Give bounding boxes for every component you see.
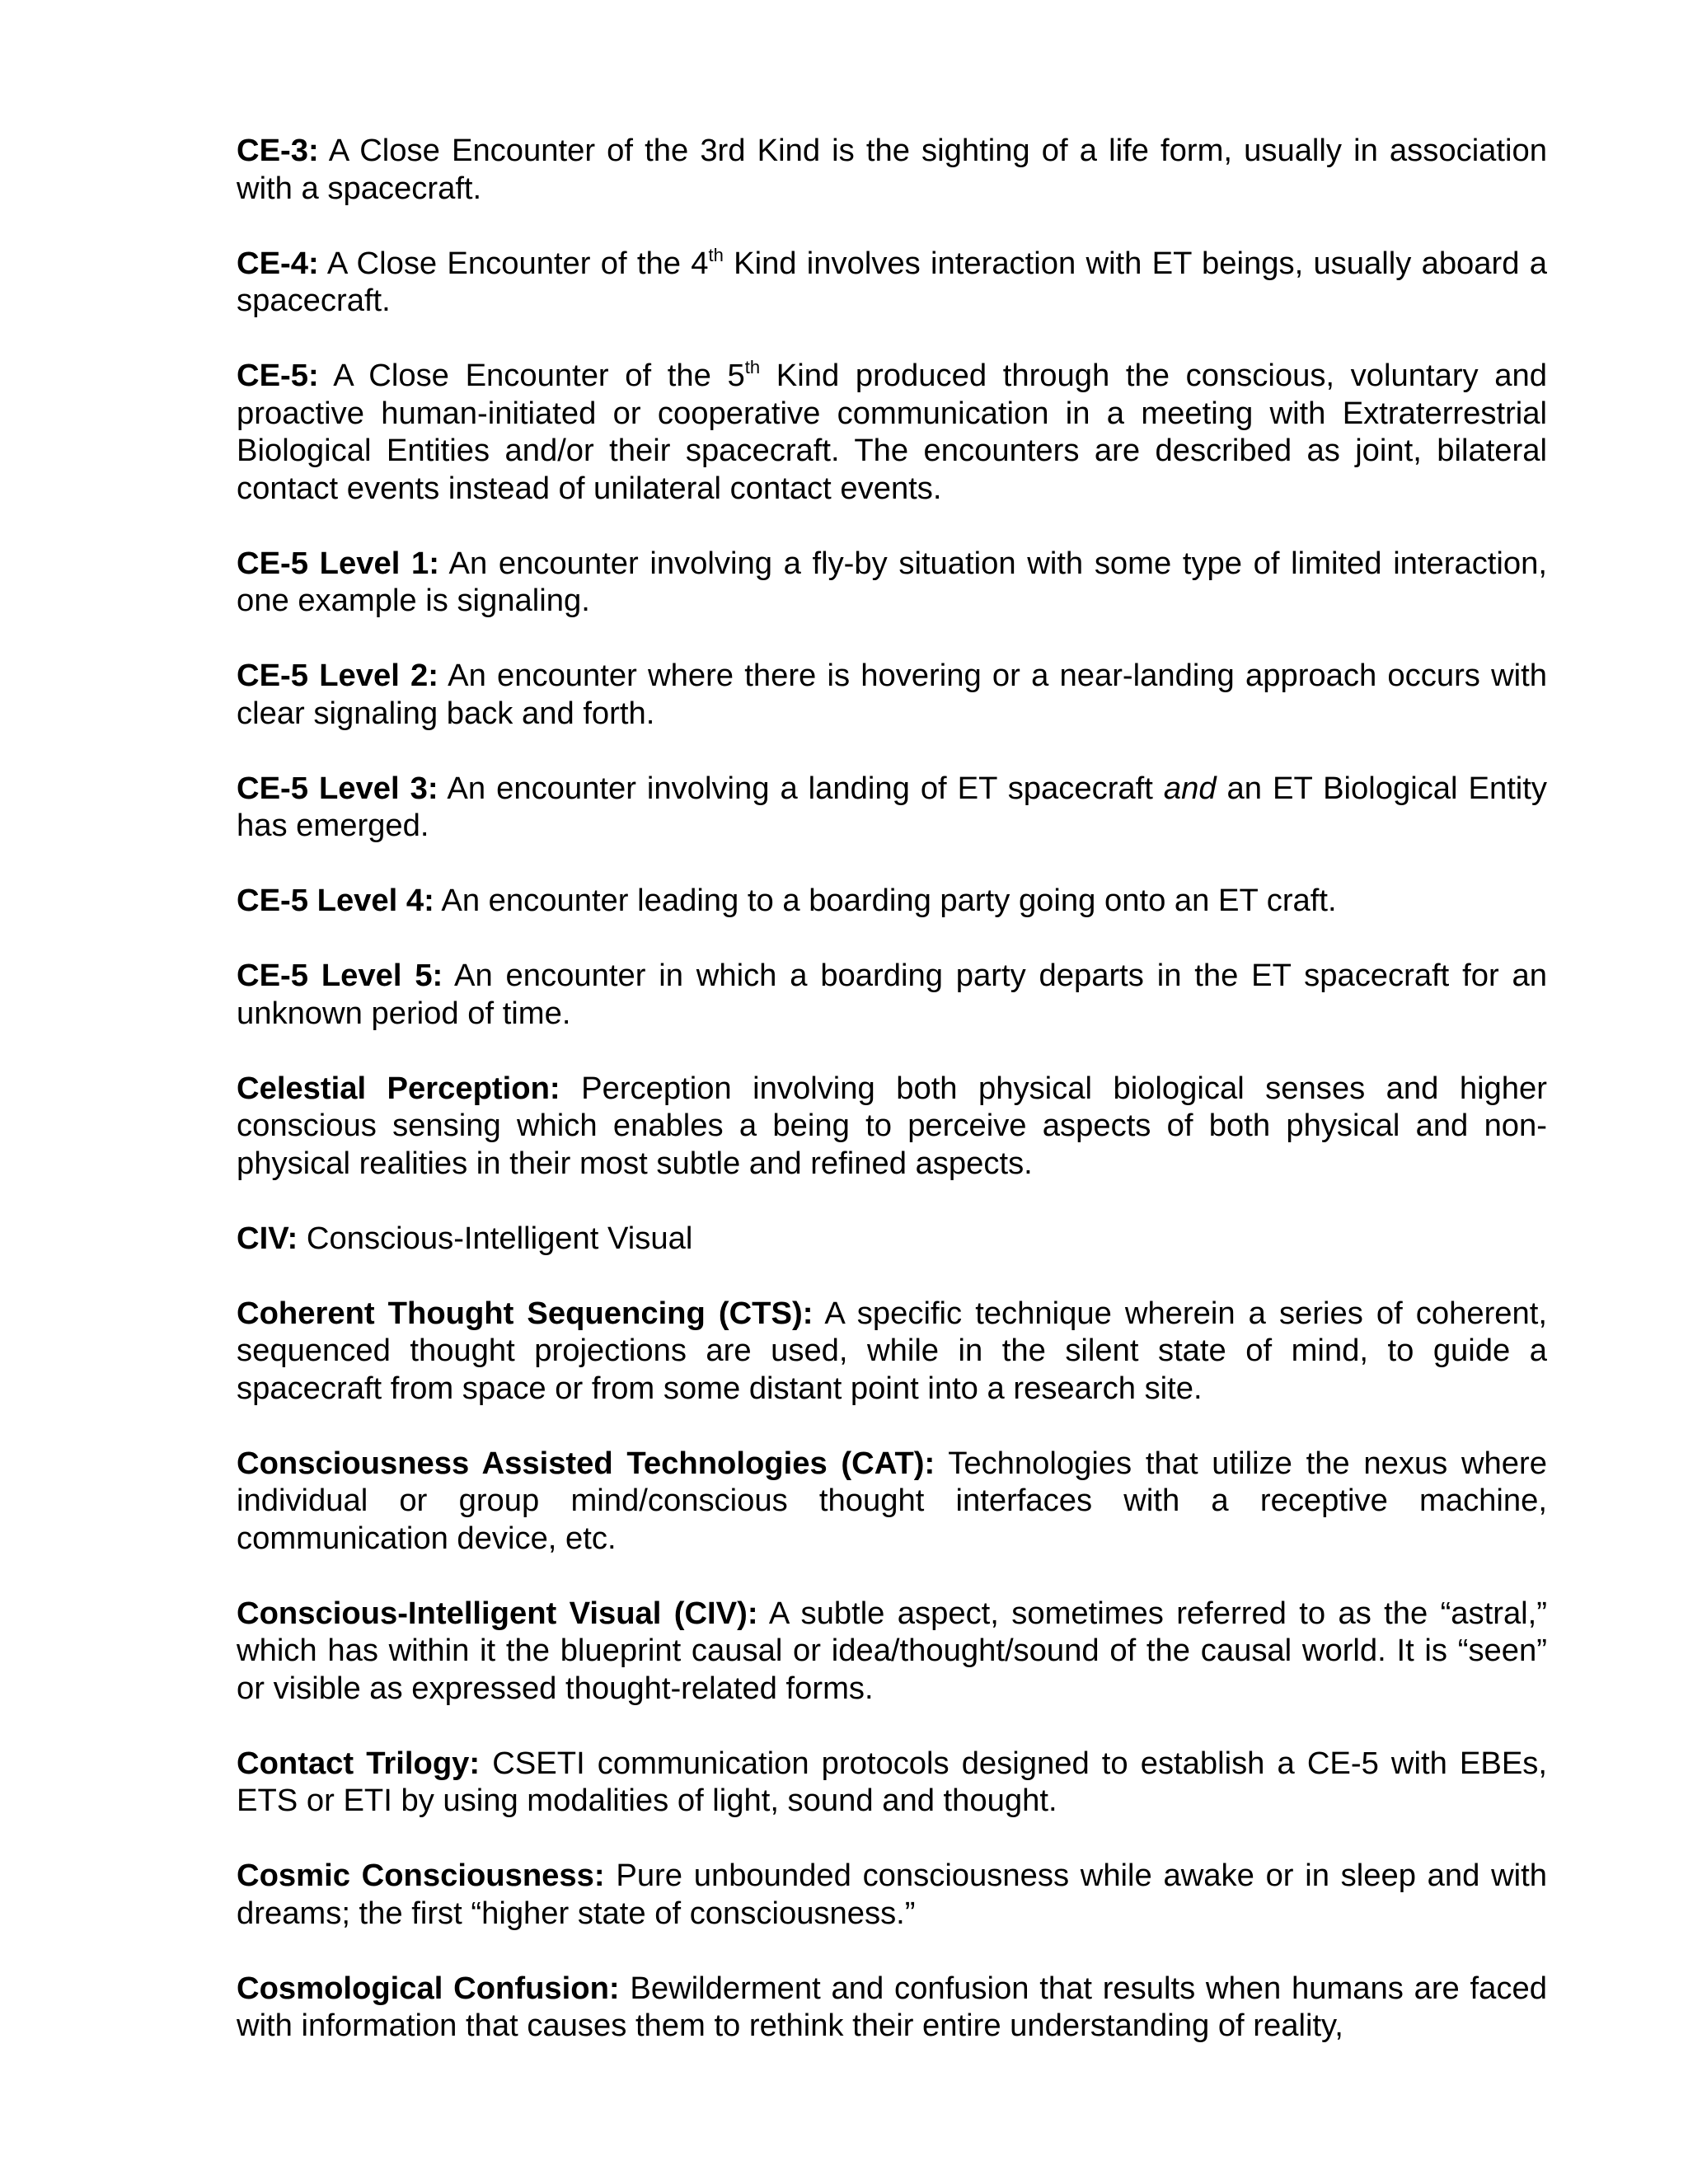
- glossary-entry-civ-full: [237, 1595, 1547, 1708]
- glossary-entry-contact-trilogy: [237, 1745, 1547, 1820]
- glossary-entry-ce5-level-5: [237, 957, 1547, 1032]
- glossary-definition: A subtle aspect, sometimes referred to as the “astral,” which has within it the blueprint causal or idea/thought/sound of the causal world. It is “seen” or visible as expressed thought-related forms.: [237, 1595, 1547, 1706]
- glossary-term: CE-5 Level 2:: [237, 658, 438, 693]
- glossary-entry-cat: [237, 1445, 1547, 1558]
- glossary-definition: An encounter in which a boarding party departs in the ET spacecraft for an unknown period of time.: [237, 958, 1547, 1031]
- glossary-definition: A specific technique wherein a series of coherent, sequenced thought projections are used, while in the silent state of mind, to guide a spacecraft from space or from some distant point into a research site.: [237, 1295, 1547, 1406]
- glossary-term: CE-5 Level 3:: [237, 770, 438, 806]
- glossary-term: Coherent Thought Sequencing (CTS):: [237, 1295, 814, 1331]
- glossary-entry-ce5-level-4: [237, 882, 1547, 920]
- glossary-term: Conscious-Intelligent Visual (CIV):: [237, 1595, 758, 1631]
- glossary-entry-celestial-perception: [237, 1070, 1547, 1183]
- glossary-term: CE-5 Level 4:: [237, 883, 434, 918]
- glossary-term: CE-5 Level 1:: [237, 545, 439, 581]
- glossary-entry-ce5-level-2: [237, 657, 1547, 732]
- glossary-definition-part: an ET Biological Entity has emerged.: [237, 770, 1547, 843]
- glossary-definition: CSETI communication protocols designed to establish a CE-5 with EBEs, ETS or ETI by using modalities of light, sound and thought.: [237, 1745, 1547, 1818]
- glossary-definition: An encounter involving a fly-by situation with some type of limited interaction, one example is signaling.: [237, 545, 1547, 618]
- glossary-definition: Technologies that utilize the nexus where individual or group mind/conscious thought interfaces with a receptive machine, communication device, etc.: [237, 1445, 1547, 1556]
- glossary-definition-part: An encounter involving a landing of ET spacecraft: [447, 770, 1164, 806]
- glossary-definition-part: A Close Encounter of the 5: [333, 358, 745, 393]
- glossary-definition-part: A Close Encounter of the 4: [326, 245, 709, 281]
- glossary-term: CE-3:: [237, 133, 319, 168]
- glossary-definition: An encounter leading to a boarding party going onto an ET craft.: [441, 883, 1337, 918]
- glossary-term: CE-5:: [237, 358, 319, 393]
- glossary-entry-cosmic-consciousness: [237, 1857, 1547, 1932]
- glossary-definition: An encounter where there is hovering or a near-landing approach occurs with clear signaling back and forth.: [237, 658, 1548, 731]
- emphasis-text: and: [1163, 770, 1217, 806]
- glossary-definition: Perception involving both physical biological senses and higher conscious sensing which enables a being to perceive aspects of both physical and non-physical realities in their most subtle and refined aspects.: [237, 1070, 1547, 1181]
- glossary-term: CE-4:: [237, 245, 319, 281]
- ordinal-superscript: th: [744, 357, 761, 377]
- glossary-entry-ce5: [237, 357, 1547, 507]
- glossary-definition: Conscious-Intelligent Visual: [306, 1220, 693, 1256]
- glossary-term: Contact Trilogy:: [237, 1745, 481, 1781]
- ordinal-superscript: th: [708, 244, 724, 265]
- glossary-term: Consciousness Assisted Technologies (CAT):: [237, 1445, 935, 1481]
- glossary-definition: A Close Encounter of the 3rd Kind is the sighting of a life form, usually in association with a spacecraft.: [237, 133, 1547, 206]
- glossary-term: CIV:: [237, 1220, 298, 1256]
- glossary-term: Cosmic Consciousness:: [237, 1858, 605, 1893]
- glossary-entry-ce5-level-3: [237, 770, 1547, 845]
- glossary-entry-ce5-level-1: [237, 545, 1547, 620]
- glossary-term: CE-5 Level 5:: [237, 958, 443, 993]
- glossary-entry-ce3: [237, 132, 1547, 207]
- glossary-term: Celestial Perception:: [237, 1070, 560, 1106]
- glossary-entry-cts: [237, 1295, 1547, 1408]
- glossary-definition: Pure unbounded consciousness while awake or in sleep and with dreams; the first “higher state of consciousness.”: [237, 1858, 1547, 1931]
- glossary-definition-part: Kind involves interaction with ET beings, usually aboard a spacecraft.: [237, 245, 1547, 318]
- glossary-term: Cosmological Confusion:: [237, 1970, 620, 2006]
- glossary-definition: Bewilderment and confusion that results when humans are faced with information that causes them to rethink their entire understanding of reality,: [237, 1970, 1547, 2043]
- glossary-definition-part: Kind produced through the conscious, voluntary and proactive human-initiated or cooperative communication in a meeting with Extraterrestrial Biological Entities and/or their spacecraft. The encounters are described as joint, bilateral contact events instead of unilateral contact events.: [237, 358, 1547, 506]
- glossary-entry-ce4: [237, 245, 1547, 320]
- glossary-entry-civ: [237, 1220, 1547, 1258]
- glossary-entry-cosmological-confusion: [237, 1970, 1547, 2045]
- glossary-page: [237, 132, 1547, 2045]
